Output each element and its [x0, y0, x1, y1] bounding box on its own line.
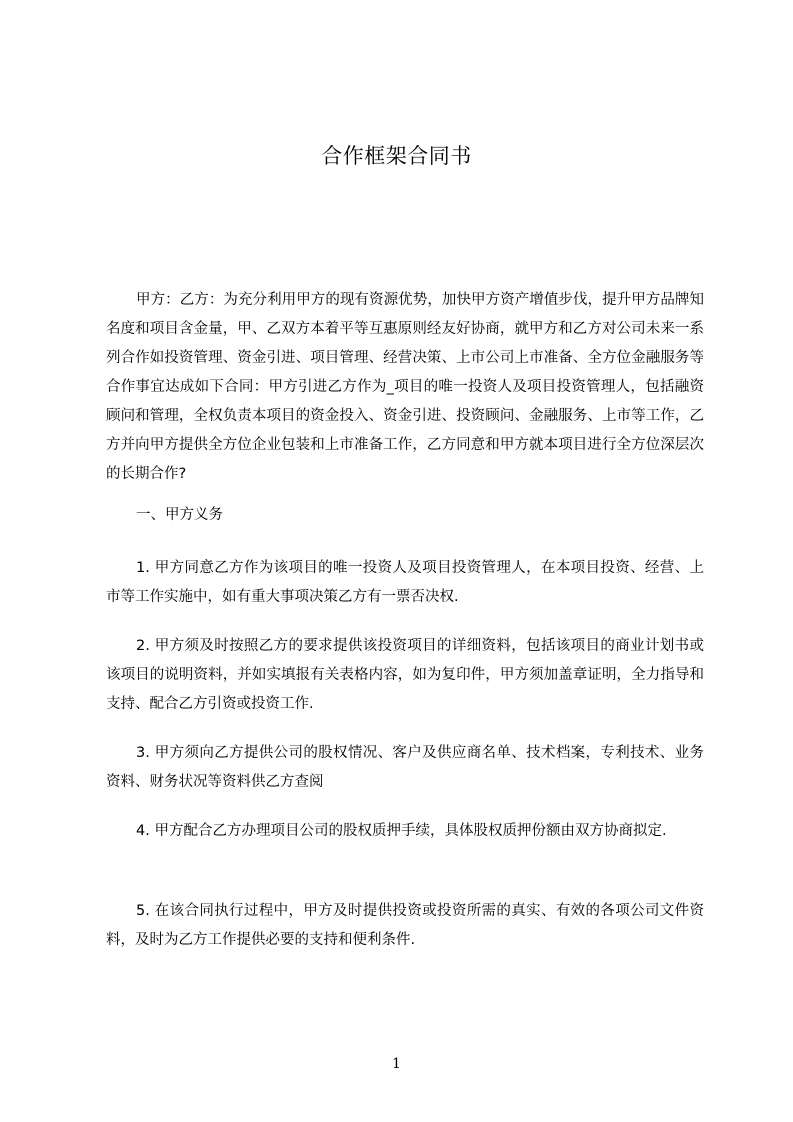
clause-2: 2. 甲方须及时按照乙方的要求提供该投资项目的详细资料，包括该项目的商业计划书或该项目的说明资料，并如实填报有关表格内容，如为复印件，甲方须加盖章证明，全力指导和支持、配合乙方引资或投资工作. — [106, 638, 704, 712]
clause-4: 4. 甲方配合乙方办理项目公司的股权质押手续，具体股权质押份额由双方协商拟定. — [136, 823, 667, 839]
intro-paragraph: 甲方：乙方：为充分利用甲方的现有资源优势，加快甲方资产增值步伐，提升甲方品牌知名度和项目含金量，甲、乙双方本着平等互惠原则经友好协商，就甲方和乙方对公司未来一系列合作如投资管理、资金引进、项目管理、经营决策、上市公司上市准备、全方位金融服务等合作事宜达成如下合同：甲方引进乙方作为_项目的唯一投资人及项目投资管理人，包括融资顾问和管理，全权负责本项目的资金投入、资金引进、投资顾问、金融服务、上市等工作，乙方并向甲方提供全方位企业包装和上市准备工作，乙方同意和甲方就本项目进行全方位深层次的长期合作? — [106, 292, 704, 482]
section-heading: 一、甲方义务 — [136, 507, 223, 523]
clause-1: 1. 甲方同意乙方作为该项目的唯一投资人及项目投资管理人，在本项目投资、经营、上市等工作实施中，如有重大事项决策乙方有一票否决权. — [106, 560, 704, 605]
clause-3: 3. 甲方须向乙方提供公司的股权情况、客户及供应商名单、技术档案，专利技术、业务资料、财务状况等资料供乙方查阅 — [106, 745, 704, 790]
clause-5: 5. 在该合同执行过程中，甲方及时提供投资或投资所需的真实、有效的各项公司文件资料，及时为乙方工作提供必要的支持和便利条件. — [106, 903, 704, 948]
document-title: 合作框架合同书 — [321, 144, 472, 168]
page-number: 1 — [392, 1056, 401, 1072]
